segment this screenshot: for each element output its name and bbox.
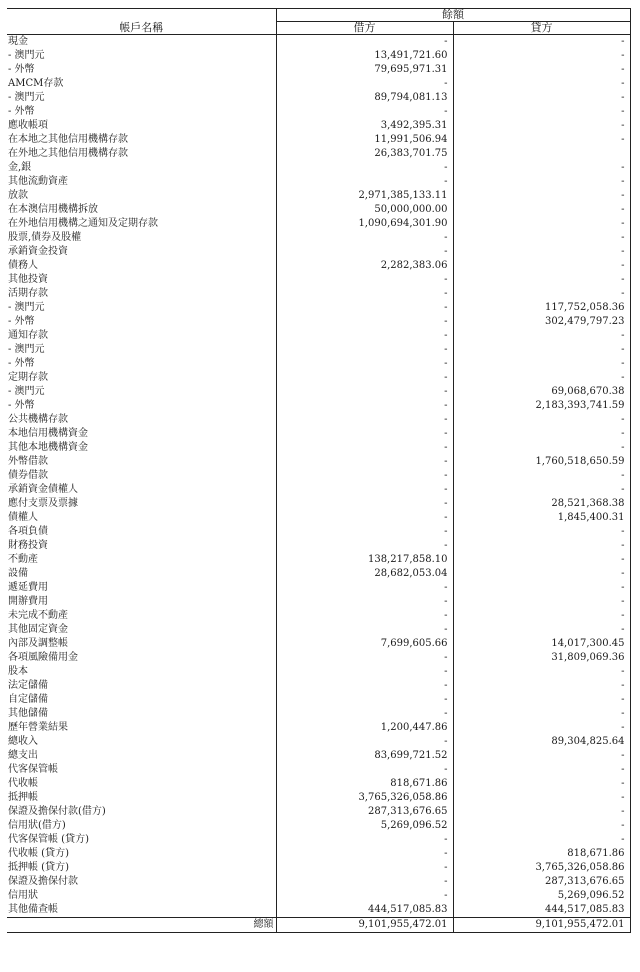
debit-cell: - xyxy=(276,651,453,665)
credit-cell: - xyxy=(453,791,630,805)
table-row xyxy=(7,455,630,469)
credit-cell: - xyxy=(453,119,630,133)
debit-cell: - xyxy=(276,455,453,469)
account-name-cell: 保證及擔保付款(借方) xyxy=(8,806,106,817)
debit-cell: - xyxy=(276,245,453,259)
credit-cell: - xyxy=(453,217,630,231)
table-row xyxy=(7,287,630,301)
account-name-cell: 設備 xyxy=(8,568,28,579)
debit-cell: - xyxy=(276,231,453,245)
debit-cell: 2,282,383.06 xyxy=(276,259,453,273)
account-name-cell: - 外幣 xyxy=(8,64,35,75)
table-row xyxy=(7,301,630,315)
debit-cell: - xyxy=(276,511,453,525)
table-row xyxy=(7,693,630,707)
account-name-cell: 自定儲備 xyxy=(8,694,48,705)
account-name-cell: 抵押帳 xyxy=(8,792,38,803)
credit-cell: - xyxy=(453,581,630,595)
account-name-cell: 保證及擔保付款 xyxy=(8,876,78,887)
debit-cell: - xyxy=(276,623,453,637)
table-row xyxy=(7,413,630,427)
debit-cell: 11,991,506.94 xyxy=(276,133,453,147)
credit-cell: - xyxy=(453,483,630,497)
debit-cell: 138,217,858.10 xyxy=(276,553,453,567)
table-row xyxy=(7,651,630,665)
debit-cell: - xyxy=(276,595,453,609)
debit-cell: 83,699,721.52 xyxy=(276,749,453,763)
table-row xyxy=(7,861,630,875)
table-row xyxy=(7,875,630,889)
table-row xyxy=(7,49,630,63)
account-name-cell: 信用狀(借方) xyxy=(8,820,66,831)
account-name-cell: - 外幣 xyxy=(8,400,35,411)
account-name-cell: - 外幣 xyxy=(8,106,35,117)
account-name-cell: 其他備查帳 xyxy=(8,904,58,915)
credit-cell: - xyxy=(453,525,630,539)
debit-cell: - xyxy=(276,679,453,693)
account-name-cell: - 外幣 xyxy=(8,358,35,369)
table-row xyxy=(7,133,630,147)
debit-cell: - xyxy=(276,329,453,343)
total-debit: 9,101,955,472.01 xyxy=(276,918,453,933)
debit-cell: 28,682,053.04 xyxy=(276,567,453,581)
table-row xyxy=(7,581,630,595)
credit-cell: - xyxy=(453,259,630,273)
debit-cell: 1,200,447.86 xyxy=(276,721,453,735)
credit-cell: 444,517,085.83 xyxy=(453,903,630,918)
table-row xyxy=(7,553,630,567)
credit-cell: - xyxy=(453,161,630,175)
credit-cell: - xyxy=(453,679,630,693)
account-name-cell: 股本 xyxy=(8,666,28,677)
debit-cell: 3,492,395.31 xyxy=(276,119,453,133)
credit-cell: - xyxy=(453,693,630,707)
table-row xyxy=(7,497,630,511)
account-name-cell: 不動產 xyxy=(8,554,38,565)
table-row xyxy=(7,483,630,497)
account-name-cell: 債券借款 xyxy=(8,470,48,481)
account-name-cell: 代客保管帳 xyxy=(8,764,58,775)
table-row xyxy=(7,91,630,105)
debit-cell: - xyxy=(276,175,453,189)
debit-cell: 287,313,676.65 xyxy=(276,805,453,819)
table-row xyxy=(7,35,630,50)
credit-cell: - xyxy=(453,441,630,455)
table-row xyxy=(7,567,630,581)
table-row xyxy=(7,203,630,217)
credit-cell: - xyxy=(453,539,630,553)
account-name-cell: 債權人 xyxy=(8,512,38,523)
account-name-cell: 通知存款 xyxy=(8,330,48,341)
debit-cell: 26,383,701.75 xyxy=(276,147,453,161)
table-row xyxy=(7,189,630,203)
credit-cell: 1,845,400.31 xyxy=(453,511,630,525)
table-row xyxy=(7,777,630,791)
table-row xyxy=(7,441,630,455)
table-row xyxy=(7,259,630,273)
credit-cell: - xyxy=(453,763,630,777)
table-row xyxy=(7,903,630,918)
table-row xyxy=(7,791,630,805)
table-row xyxy=(7,889,630,903)
debit-cell: - xyxy=(276,273,453,287)
debit-cell: - xyxy=(276,469,453,483)
credit-cell: - xyxy=(453,609,630,623)
debit-cell: - xyxy=(276,441,453,455)
header-row-top xyxy=(7,9,630,22)
credit-cell: - xyxy=(453,77,630,91)
debit-cell: - xyxy=(276,301,453,315)
debit-cell: 2,971,385,133.11 xyxy=(276,189,453,203)
total-label: 總額 xyxy=(7,918,276,933)
credit-cell: - xyxy=(453,357,630,371)
credit-cell: 5,269,096.52 xyxy=(453,889,630,903)
debit-cell: - xyxy=(276,371,453,385)
account-name-cell: 遞延費用 xyxy=(8,582,48,593)
debit-cell: - xyxy=(276,483,453,497)
account-name-cell: 定期存款 xyxy=(8,372,48,383)
account-name-cell: AMCM存款 xyxy=(8,78,64,89)
credit-cell: - xyxy=(453,343,630,357)
credit-cell: - xyxy=(453,273,630,287)
account-name-cell: 外幣借款 xyxy=(8,456,48,467)
account-name-cell: 活期存款 xyxy=(8,288,48,299)
account-name-cell: 總收入 xyxy=(8,736,38,747)
account-name-cell: 在本地之其他信用機構存款 xyxy=(8,134,128,145)
debit-cell: 7,699,605.66 xyxy=(276,637,453,651)
credit-cell: - xyxy=(453,567,630,581)
debit-cell: - xyxy=(276,875,453,889)
account-name-cell: 承銷資金投資 xyxy=(8,246,68,257)
account-name-cell: 在本澳信用機構拆放 xyxy=(8,204,98,215)
debit-cell: - xyxy=(276,581,453,595)
account-name-cell: 現金 xyxy=(8,36,28,47)
total-row xyxy=(7,918,630,933)
account-name-cell: 其他儲備 xyxy=(8,708,48,719)
debit-cell: - xyxy=(276,413,453,427)
credit-cell: - xyxy=(453,707,630,721)
account-name-cell: 本地信用機構資金 xyxy=(8,428,88,439)
table-row xyxy=(7,217,630,231)
table-row xyxy=(7,609,630,623)
credit-cell: - xyxy=(453,721,630,735)
debit-cell: - xyxy=(276,315,453,329)
debit-header: 借方 xyxy=(276,22,453,35)
debit-cell: - xyxy=(276,665,453,679)
credit-cell: - xyxy=(453,49,630,63)
table-row xyxy=(7,175,630,189)
table-row xyxy=(7,749,630,763)
debit-cell: - xyxy=(276,525,453,539)
debit-cell: - xyxy=(276,35,453,50)
debit-cell: 5,269,096.52 xyxy=(276,819,453,833)
table-row xyxy=(7,161,630,175)
table-row xyxy=(7,245,630,259)
account-name-cell: 公共機構存款 xyxy=(8,414,68,425)
credit-cell: - xyxy=(453,665,630,679)
table-row xyxy=(7,833,630,847)
credit-cell: - xyxy=(453,777,630,791)
header-blank xyxy=(7,9,276,22)
credit-cell: - xyxy=(453,553,630,567)
debit-cell: - xyxy=(276,847,453,861)
credit-cell: 3,765,326,058.86 xyxy=(453,861,630,875)
debit-cell: - xyxy=(276,609,453,623)
credit-cell: - xyxy=(453,35,630,50)
credit-cell: 302,479,797.23 xyxy=(453,315,630,329)
table-row xyxy=(7,385,630,399)
credit-cell: - xyxy=(453,231,630,245)
table-row xyxy=(7,847,630,861)
table-row xyxy=(7,371,630,385)
credit-cell: - xyxy=(453,371,630,385)
table-row xyxy=(7,77,630,91)
table-row xyxy=(7,329,630,343)
balance-table xyxy=(7,8,631,933)
debit-cell: - xyxy=(276,889,453,903)
account-name-cell: 應收帳項 xyxy=(8,120,48,131)
account-name-cell: 內部及調整帳 xyxy=(8,638,68,649)
debit-cell: 50,000,000.00 xyxy=(276,203,453,217)
table-row xyxy=(7,273,630,287)
account-name-cell: 財務投資 xyxy=(8,540,48,551)
debit-cell: 3,765,326,058.86 xyxy=(276,791,453,805)
debit-cell: - xyxy=(276,539,453,553)
debit-cell: - xyxy=(276,497,453,511)
account-name-cell: - 澳門元 xyxy=(8,344,45,355)
account-name-cell: 其他投資 xyxy=(8,274,48,285)
account-name-cell: - 澳門元 xyxy=(8,302,45,313)
account-name-cell: 金,銀 xyxy=(8,162,32,173)
balance-header: 餘額 xyxy=(276,9,630,22)
credit-cell: 117,752,058.36 xyxy=(453,301,630,315)
credit-cell: - xyxy=(453,819,630,833)
table-row xyxy=(7,623,630,637)
credit-cell xyxy=(453,147,630,161)
account-name-cell: 歷年營業結果 xyxy=(8,722,68,733)
credit-cell: - xyxy=(453,805,630,819)
account-name-cell: 各項負債 xyxy=(8,526,48,537)
account-name-cell: 承銷資金債權人 xyxy=(8,484,78,495)
credit-header: 貸方 xyxy=(453,22,630,35)
account-name-cell: 各項風險備用金 xyxy=(8,652,78,663)
credit-cell: 14,017,300.45 xyxy=(453,637,630,651)
credit-cell: 1,760,518,650.59 xyxy=(453,455,630,469)
header-row-bottom xyxy=(7,22,630,35)
table-row xyxy=(7,763,630,777)
account-name-cell: 其他本地機構資金 xyxy=(8,442,88,453)
account-name-cell: 債務人 xyxy=(8,260,38,271)
credit-cell: - xyxy=(453,189,630,203)
account-name-cell: 應付支票及票據 xyxy=(8,498,78,509)
debit-cell: 818,671.86 xyxy=(276,777,453,791)
table-row xyxy=(7,539,630,553)
credit-cell: - xyxy=(453,133,630,147)
table-row xyxy=(7,707,630,721)
account-name-cell: - 澳門元 xyxy=(8,50,45,61)
debit-cell: - xyxy=(276,287,453,301)
table-row xyxy=(7,231,630,245)
debit-cell: - xyxy=(276,105,453,119)
credit-cell: 287,313,676.65 xyxy=(453,875,630,889)
table-row xyxy=(7,357,630,371)
credit-cell: - xyxy=(453,91,630,105)
credit-cell: 818,671.86 xyxy=(453,847,630,861)
total-credit: 9,101,955,472.01 xyxy=(453,918,630,933)
account-name-cell: 代收帳 (貸方) xyxy=(8,848,69,859)
account-name-cell: 法定儲備 xyxy=(8,680,48,691)
credit-cell: - xyxy=(453,623,630,637)
debit-cell: - xyxy=(276,735,453,749)
table-row xyxy=(7,805,630,819)
table-body xyxy=(7,35,630,918)
credit-cell: 89,304,825.64 xyxy=(453,735,630,749)
table-row xyxy=(7,119,630,133)
credit-cell: - xyxy=(453,245,630,259)
debit-cell: 13,491,721.60 xyxy=(276,49,453,63)
account-name-cell: 開辦費用 xyxy=(8,596,48,607)
credit-cell: - xyxy=(453,413,630,427)
table-row xyxy=(7,721,630,735)
table-row xyxy=(7,63,630,77)
table-row xyxy=(7,525,630,539)
account-name-cell: 其他流動資產 xyxy=(8,176,68,187)
credit-cell: 28,521,368.38 xyxy=(453,497,630,511)
credit-cell: - xyxy=(453,833,630,847)
credit-cell: - xyxy=(453,287,630,301)
debit-cell: 1,090,694,301.90 xyxy=(276,217,453,231)
table-row xyxy=(7,469,630,483)
credit-cell: - xyxy=(453,105,630,119)
debit-cell: 444,517,085.83 xyxy=(276,903,453,918)
credit-cell: - xyxy=(453,469,630,483)
credit-cell: - xyxy=(453,749,630,763)
account-name-cell: - 外幣 xyxy=(8,316,35,327)
credit-cell: 69,068,670.38 xyxy=(453,385,630,399)
debit-cell: - xyxy=(276,357,453,371)
credit-cell: - xyxy=(453,427,630,441)
table-row xyxy=(7,819,630,833)
account-name-cell: 代客保管帳 (貸方) xyxy=(8,834,89,845)
account-name-header: 帳戶名稱 xyxy=(7,22,276,35)
debit-cell: - xyxy=(276,707,453,721)
account-name-cell: 總支出 xyxy=(8,750,38,761)
account-name-cell: 信用狀 xyxy=(8,890,38,901)
debit-cell: - xyxy=(276,861,453,875)
balance-sheet xyxy=(7,8,630,933)
account-name-cell: 抵押帳 (貸方) xyxy=(8,862,69,873)
table-row xyxy=(7,427,630,441)
account-name-cell: 放款 xyxy=(8,190,28,201)
table-row xyxy=(7,343,630,357)
table-row xyxy=(7,665,630,679)
account-name-cell: 在外地之其他信用機構存款 xyxy=(8,148,128,159)
account-name-cell: - 澳門元 xyxy=(8,386,45,397)
credit-cell: - xyxy=(453,203,630,217)
debit-cell: - xyxy=(276,399,453,413)
credit-cell: 31,809,069.36 xyxy=(453,651,630,665)
account-name-cell: 代收帳 xyxy=(8,778,38,789)
credit-cell: - xyxy=(453,63,630,77)
table-row xyxy=(7,735,630,749)
account-name-cell: 股票,債券及股權 xyxy=(8,232,82,243)
debit-cell: 89,794,081.13 xyxy=(276,91,453,105)
account-name-cell: 未完成不動產 xyxy=(8,610,68,621)
table-row xyxy=(7,595,630,609)
debit-cell: 79,695,971.31 xyxy=(276,63,453,77)
debit-cell: - xyxy=(276,693,453,707)
table-row xyxy=(7,105,630,119)
table-row xyxy=(7,315,630,329)
debit-cell: - xyxy=(276,77,453,91)
debit-cell: - xyxy=(276,833,453,847)
account-name-cell: 在外地信用機構之通知及定期存款 xyxy=(8,218,158,229)
debit-cell: - xyxy=(276,385,453,399)
table-row xyxy=(7,679,630,693)
account-name-cell: 其他固定資金 xyxy=(8,624,68,635)
debit-cell: - xyxy=(276,343,453,357)
credit-cell: - xyxy=(453,329,630,343)
debit-cell: - xyxy=(276,161,453,175)
debit-cell: - xyxy=(276,763,453,777)
table-row xyxy=(7,399,630,413)
credit-cell: - xyxy=(453,175,630,189)
debit-cell: - xyxy=(276,427,453,441)
account-name-cell: - 澳門元 xyxy=(8,92,45,103)
table-row xyxy=(7,147,630,161)
credit-cell: 2,183,393,741.59 xyxy=(453,399,630,413)
credit-cell: - xyxy=(453,595,630,609)
table-row xyxy=(7,511,630,525)
table-row xyxy=(7,637,630,651)
